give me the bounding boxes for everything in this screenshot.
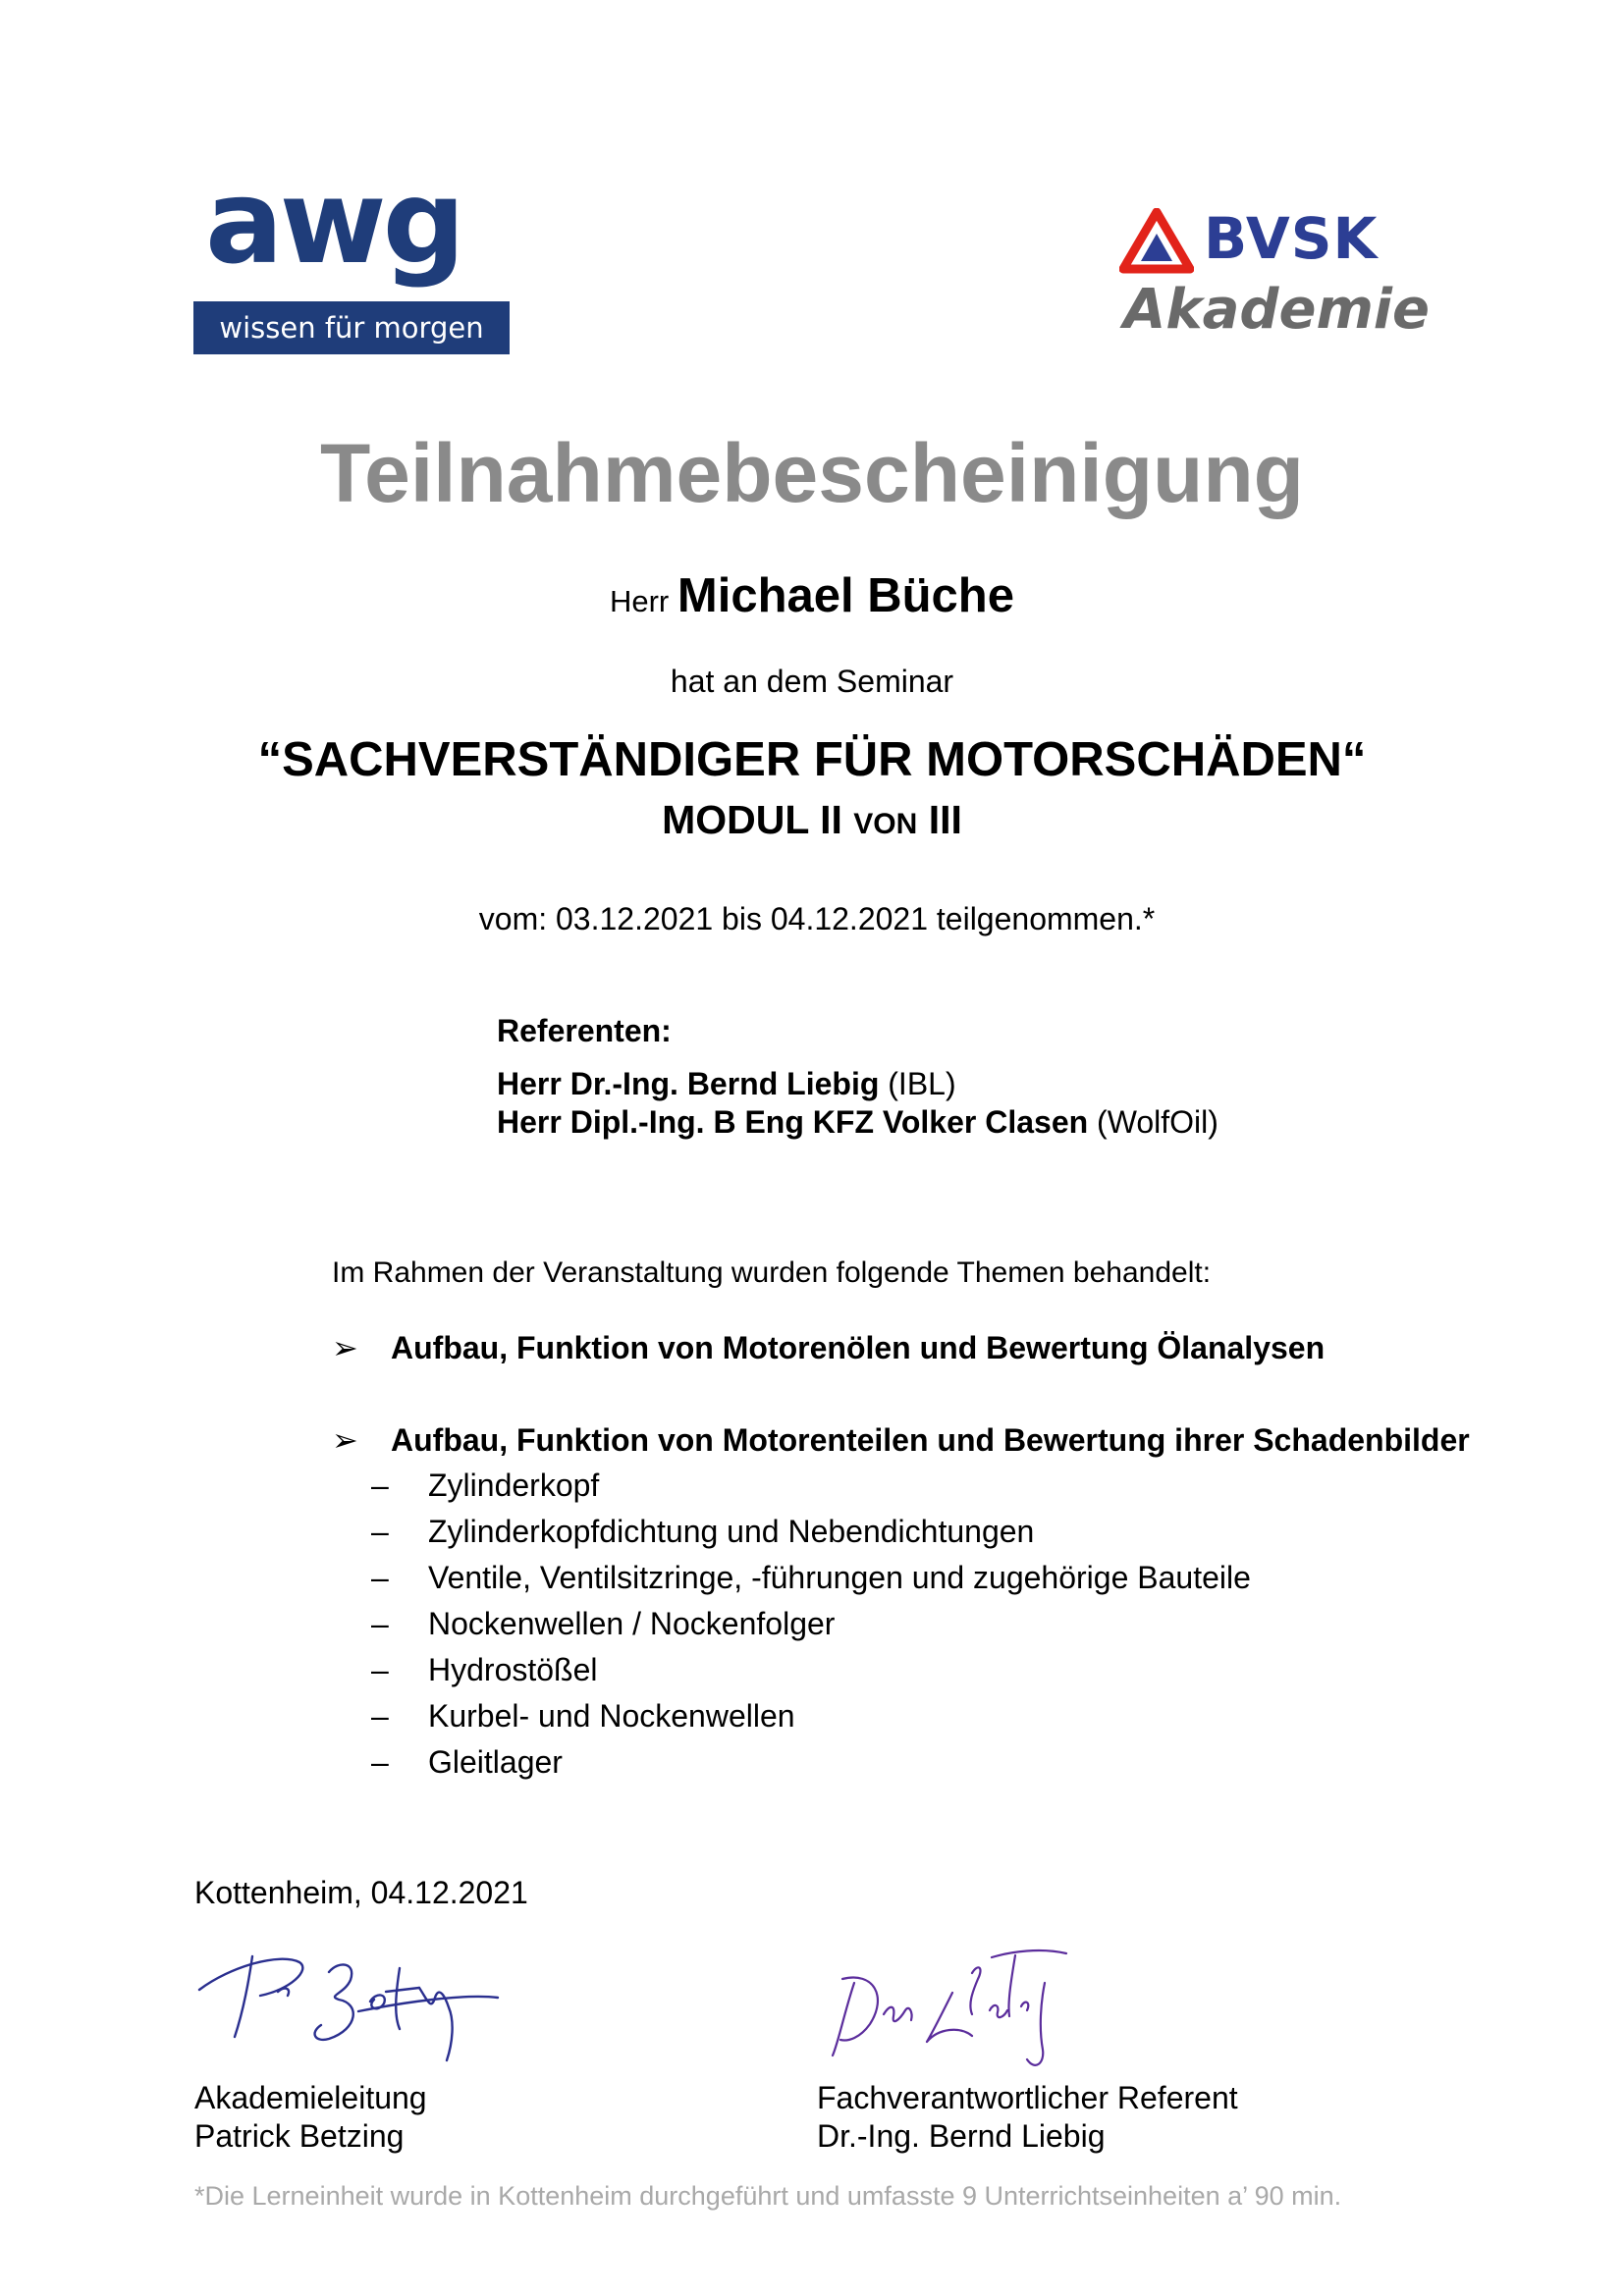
referent-line <box>497 1104 1218 1141</box>
awg-logo-word: awg <box>205 154 462 290</box>
signature-betzing <box>191 1939 515 2076</box>
awg-logo-bar <box>193 301 510 354</box>
module-of: VON <box>853 808 918 840</box>
signature-block-left <box>194 2079 427 2156</box>
signer-name: Patrick Betzing <box>194 2118 405 2155</box>
bvsk-triangle-icon <box>1119 208 1194 275</box>
subtopic-item <box>371 1468 599 1504</box>
page-title: Teilnahmebescheinigung <box>320 427 1304 519</box>
module-line <box>0 797 1624 842</box>
arrow-bullet-icon: ➢ <box>332 1422 358 1458</box>
awg-logo <box>193 154 510 358</box>
referent-line <box>497 1066 956 1102</box>
topic-item <box>332 1329 1325 1366</box>
subtopic-text: Kurbel- und Nockenwellen <box>428 1698 795 1734</box>
subtopic-text: Zylinderkopf <box>428 1468 600 1503</box>
referents-heading: Referenten: <box>497 1013 672 1048</box>
topic-item <box>332 1421 1470 1459</box>
recipient-salutation: Herr <box>609 584 670 618</box>
arrow-bullet-icon: ➢ <box>332 1330 358 1365</box>
subtopic-text: Ventile, Ventilsitzringe, -führungen und zugehörige Bauteile <box>428 1560 1251 1595</box>
dash-bullet: – <box>371 1468 389 1503</box>
subtopic-text: Gleitlager <box>428 1744 563 1780</box>
bvsk-logo <box>1119 204 1430 351</box>
dash-bullet: – <box>371 1744 389 1780</box>
dash-bullet: – <box>371 1514 389 1549</box>
signer-role: Akademieleitung <box>194 2080 427 2115</box>
bvsk-logo-subtitle: Akademie <box>1123 278 1430 342</box>
footnote: *Die Lerneinheit wurde in Kottenheim durchgeführt und umfasste 9 Unterrichtseinheiten a’ 90 min. <box>194 2181 1342 2211</box>
dash-bullet: – <box>371 1606 389 1641</box>
subtopic-item <box>371 1698 795 1735</box>
dash-bullet: – <box>371 1698 389 1734</box>
referent-name: Herr Dipl.-Ing. B Eng KFZ Volker Clasen <box>497 1104 1089 1140</box>
seminar-title: “SACHVERSTÄNDIGER FÜR MOTORSCHÄDEN“ <box>257 733 1367 786</box>
subtopic-item <box>371 1652 598 1688</box>
intro-text: hat an dem Seminar <box>670 664 954 699</box>
module-total: III <box>928 797 962 842</box>
topic-text: Aufbau, Funktion von Motorenölen und Bewertung Ölanalysen <box>391 1330 1326 1365</box>
subtopic-item <box>371 1606 835 1642</box>
module-number: MODUL II <box>662 797 842 842</box>
referent-name: Herr Dr.-Ing. Bernd Liebig <box>497 1066 880 1101</box>
awg-logo-tagline: wissen für morgen <box>219 311 484 345</box>
subtopic-item <box>371 1560 1251 1596</box>
subtopic-text: Zylinderkopfdichtung und Nebendichtungen <box>428 1514 1035 1549</box>
recipient-name: Michael Büche <box>677 569 1014 622</box>
signature-liebig <box>825 1934 1090 2081</box>
signature-block-right <box>817 2079 1238 2156</box>
subtopic-text: Nockenwellen / Nockenfolger <box>428 1606 836 1641</box>
date-range: vom: 03.12.2021 bis 04.12.2021 teilgenommen.* <box>478 901 1156 936</box>
referent-org: (WolfOil) <box>1097 1104 1218 1140</box>
dash-bullet: – <box>371 1652 389 1687</box>
topics-intro: Im Rahmen der Veranstaltung wurden folgende Themen behandelt: <box>332 1256 1212 1289</box>
signer-name: Dr.-Ing. Bernd Liebig <box>817 2118 1106 2155</box>
topic-text: Aufbau, Funktion von Motorenteilen und Bewertung ihrer Schadenbilder <box>391 1422 1470 1458</box>
subtopic-item <box>371 1514 1034 1550</box>
subtopic-item <box>371 1744 563 1781</box>
dash-bullet: – <box>371 1560 389 1595</box>
referent-org: (IBL) <box>888 1066 956 1101</box>
signer-role: Fachverantwortlicher Referent <box>817 2080 1238 2115</box>
recipient-line <box>0 567 1624 625</box>
subtopic-text: Hydrostößel <box>428 1652 598 1687</box>
bvsk-logo-word: BVSK <box>1204 205 1379 272</box>
place-date: Kottenheim, 04.12.2021 <box>194 1875 528 1910</box>
